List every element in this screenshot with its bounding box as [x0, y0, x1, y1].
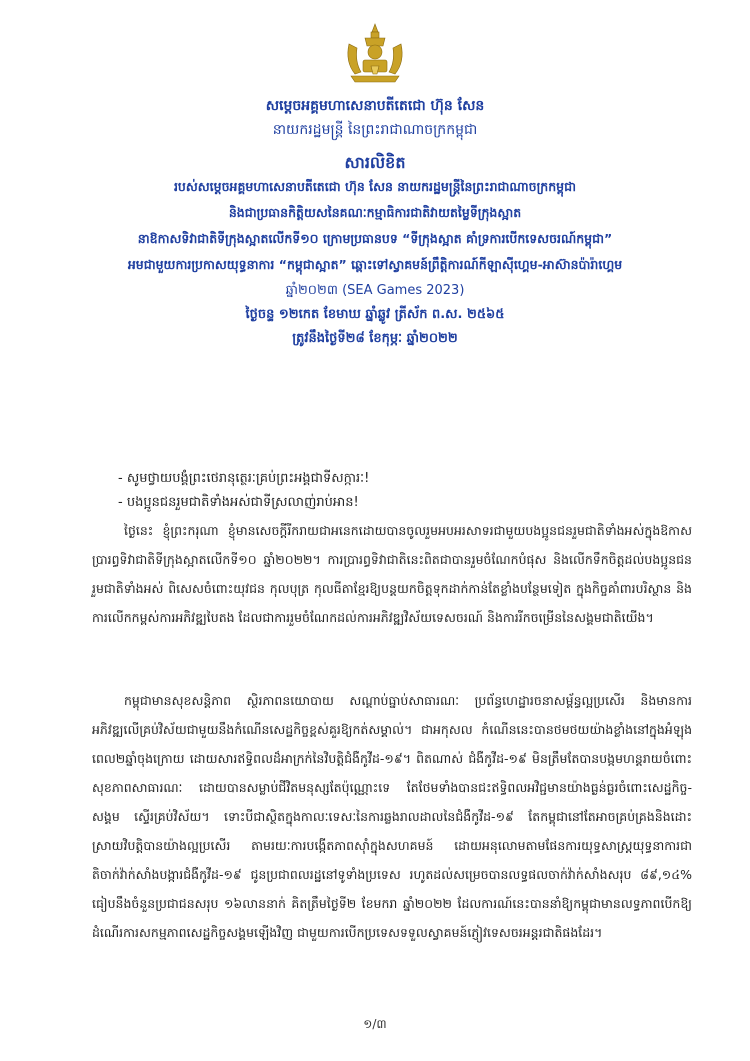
solar-date: ត្រូវនឹងថ្ងៃទី២៨ ខែកុម្ភៈ ឆ្នាំ២០២២: [292, 331, 458, 346]
subject-line: និងជាប្រធានកិត្តិយសនៃគណៈកម្មាធិការជាតិវាយតម្លៃទីក្រុងស្អាត: [228, 205, 522, 220]
body-paragraph: កម្ពុជាមានសុខសន្តិភាព ស្ថិរភាពនយោបាយ សណ្តាប់ធ្នាប់សាធារណៈ ប្រព័ន្ធហេដ្ឋារចនាសម្ព័ន្ធល្អប្រសើរ និងមានការអភិវឌ្ឍលើគ្រប់វិស័យជាមួយនឹងកំណើនសេដ្ឋកិច្ចខ្ពស់គួរឱ្យកត់សម្គាល់។ ជាអកុសល កំណើននេះបានថមថយយ៉ាងខ្លាំងនៅក្នុងអំឡុងពេល២ឆ្នាំចុងក្រោយ ដោយសារឥទ្ធិពលដ៏អាក្រក់នៃវិបត្តិជំងឺកូវីដ-១៩។ ពិតណាស់ ជំងឺកូវីដ-១៩ មិនត្រឹមតែបានបង្កមហន្តរាយចំពោះសុខភាពសាធារណៈ ដោយបានសម្លាប់ជីវិតមនុស្សតែប៉ុណ្ណោះទេ តែថែមទាំងបានជះឥទ្ធិពលអវិជ្ជមានយ៉ាងធ្ងន់ធ្ងរចំពោះសេដ្ឋកិច្ច-សង្គម ស្ទើរគ្រប់វិស័យ។ ទោះបីជាស្ថិតក្នុងកាលៈទេសៈនៃការឆ្លងរាលដាលនៃជំងឺកូវីដ-១៩ តែកម្ពុជានៅតែអាចគ្រប់គ្រងនិងដោះស្រាយវិបត្តិបានយ៉ាងល្អប្រសើរ តាមរយៈការបង្កើតភាពស៊ាំក្នុងសហគមន៍ ដោយអនុលោមតាមផែនការយុទ្ធសាស្ត្រយុទ្ធនាការជាតិចាក់វ៉ាក់សាំងបង្ការជំងឺកូវីដ-១៩ ជូនប្រជាពលរដ្ឋនៅទូទាំងប្រទេស រហូតដល់សម្រេចបានលទ្ធផលចាក់វ៉ាក់សាំងសរុប ៨៩,១៤% ធៀបនឹងចំនួនប្រជាជនសរុប ១៦លាននាក់ គិតត្រឹមថ្ងៃទី២ ខែមករា ឆ្នាំ២០២២ ដែលការណ៍នេះបាននាំឱ្យកម្ពុជាមានលទ្ធភាពបើកឱ្យដំណើរការសកម្មភាពសេដ្ឋកិច្ចសង្គមឡើងវិញ ជាមួយការបើកប្រទេសទទួលស្វាគមន៍ភ្ញៀវទេសចរអន្តរជាតិផងដែរ។: [92, 693, 692, 940]
salutation-monks: - សូមថ្វាយបង្គំព្រះថេរានុត្ថេរៈគ្រប់ព្រះអង្គជាទីសក្ការៈ!: [118, 471, 370, 486]
page-number: ១/៣: [363, 1017, 387, 1031]
document-title: សារលិខិត: [344, 153, 406, 172]
royal-coat-of-arms-icon: [341, 22, 409, 86]
subject-line: នាឱកាសទិវាជាតិទីក្រុងស្អាតលើកទី១០ ក្រោមប្រធានបទ “ទីក្រុងស្អាត គាំទ្រការបើកទេសចរណ៍កម្ពុជា”: [137, 231, 613, 246]
subject-line: ឆ្នាំ២០២៣ (SEA Games 2023): [285, 283, 465, 298]
subject-line: របស់សម្ដេចអគ្គមហាសេនាបតីតេជោ ហ៊ុន សែន នាយករដ្ឋមន្ត្រីនៃព្រះរាជាណាចក្រកម្ពុជា: [173, 179, 577, 194]
salutation-compatriots: - បងប្អូនជនរួមជាតិទាំងអស់ជាទីស្រលាញ់រាប់អាន!: [118, 495, 359, 510]
author-title: នាយករដ្ឋមន្ត្រី នៃព្រះរាជាណាចក្រកម្ពុជា: [272, 122, 478, 138]
body-paragraph: ថ្ងៃនេះ ខ្ញុំព្រះករុណា ខ្ញុំមានសេចក្តីរីករាយជាអនេកដោយបានចូលរួមអបអរសាទរជាមួយបងប្អូនជនរួមជាតិទាំងអស់ក្នុងឱកាសប្រារព្ធទិវាជាតិទីក្រុងស្អាតលើកទី១០ ឆ្នាំ២០២២។ ការប្រារព្ធទិវាជាតិនេះពិតជាបានរួមចំណែកបំផុស និងលើកទឹកចិត្តដល់បងប្អូនជនរួមជាតិទាំងអស់ ពិសេសចំពោះយុវជន កុលបុត្រ កុលធីតាខ្មែរឱ្យបន្តយកចិត្តទុកដាក់កាន់តែខ្លាំងបន្ថែមទៀត ក្នុងកិច្ចគាំពារបរិស្ថាន និងការលើកកម្ពស់ការអភិវឌ្ឍបៃតង ដែលជាការរួមចំណែកដល់ការអភិវឌ្ឍវិស័យទេសចរណ៍ និងការរីកចម្រើននៃសង្គមជាតិយើង។: [92, 523, 692, 625]
lunar-date: ថ្ងៃចន្ទ ១២កេត ខែមាឃ ឆ្នាំឆ្លូវ ត្រីស័ក ព.ស. ២៥៦៥: [245, 307, 505, 322]
subject-line: អមជាមួយការប្រកាសយុទ្ធនាការ “កម្ពុជាស្អាត” ឆ្ពោះទៅស្វាគមន៍ព្រឹត្តិការណ៍កីឡាស៊ីហ្គេម-អាស៊ានប៉ារ៉ាហ្គេម: [127, 257, 623, 272]
author-name: សម្ដេចអគ្គមហាសេនាបតីតេជោ ហ៊ុន សែន: [265, 98, 485, 114]
